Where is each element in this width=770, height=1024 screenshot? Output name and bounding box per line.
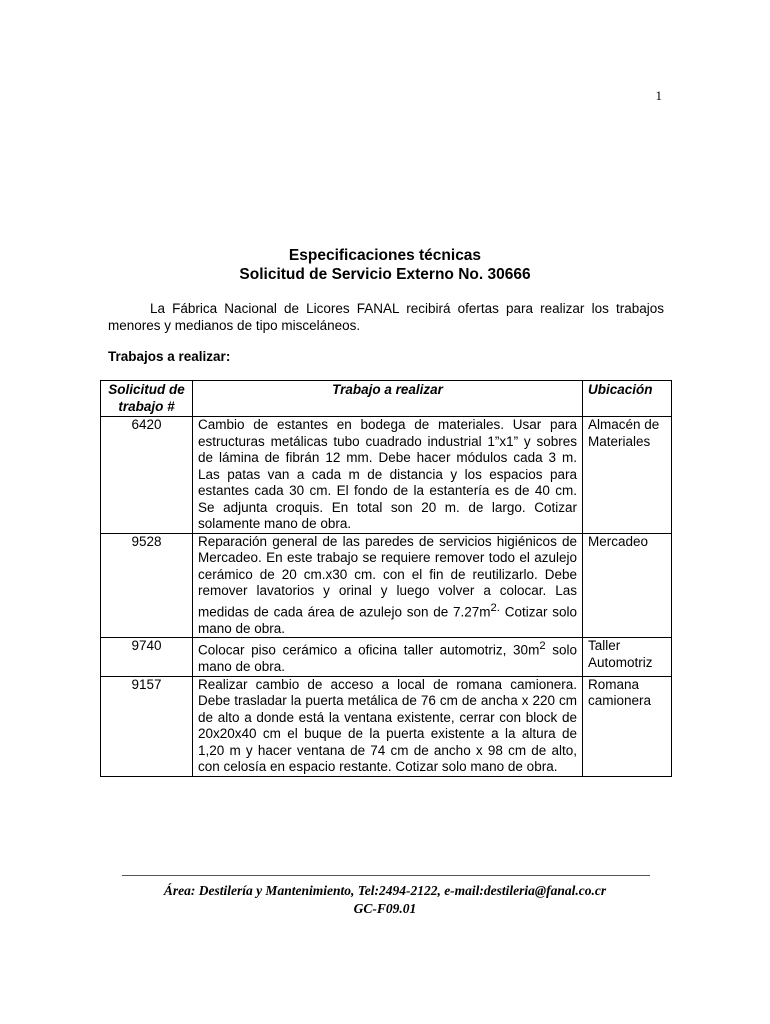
- row-location: Taller Automotriz: [583, 638, 672, 677]
- title-line-1: Especificaciones técnicas: [288, 247, 482, 264]
- row-request-id: 9528: [101, 533, 193, 638]
- footer-form-code: GC-F09.01: [353, 901, 417, 916]
- row-work-description: [193, 638, 583, 677]
- row-request-id: 6420: [101, 417, 193, 534]
- intro-paragraph: [108, 300, 664, 334]
- work-text-tail: solo mano de obra.: [198, 642, 577, 674]
- work-text: Reparación general de las paredes de servicios higiénicos de Mercadeo. En este trabajo se requiere remover todo el azulejo cerámico de 20 cm.x30 cm. con el fin de reutilizarlo. Debe remover lavatorios y orinal y luego volver a colocar. Las medidas de cada área de azulejo son de 7.27m: [198, 533, 577, 619]
- work-table: [100, 380, 672, 777]
- row-work-description: [193, 533, 583, 638]
- footer-contact: Área: Destilería y Mantenimiento, Tel:2494-2122, e-mail:destileria@fanal.co.cr: [163, 883, 607, 898]
- intro-text: La Fábrica Nacional de Licores FANAL recibirá ofertas para realizar los trabajos menores y medianos de tipo misceláneos.: [108, 301, 664, 333]
- title-line-2: Solicitud de Servicio Externo No. 30666: [239, 266, 531, 283]
- section-heading: Trabajos a realizar:: [108, 349, 231, 364]
- table-row: [101, 417, 672, 534]
- work-text-tail: Cotizar solo mano de obra.: [198, 604, 577, 636]
- footer: [0, 882, 770, 918]
- header-location: Ubicación: [583, 381, 672, 417]
- superscript: 2: [539, 640, 546, 652]
- row-request-id: 9157: [101, 676, 193, 776]
- work-text: Colocar piso cerámico a oficina taller automotriz, 30m: [198, 642, 540, 658]
- footer-divider: [122, 875, 650, 876]
- table-row: [101, 676, 672, 776]
- row-work-description: Realizar cambio de acceso a local de romana camionera. Debe trasladar la puerta metálica de 76 cm de ancha x 220 cm de alto a donde está la ventana existente, cerrar con block de 20x20x40 cm el buque de la puerta existente a la altura de 1,20 m y hacer ventana de 74 cm de ancho x 98 cm de alto, con celosía en espacio restante. Cotizar solo mano de obra.: [193, 676, 583, 776]
- header-work: Trabajo a realizar: [193, 381, 583, 417]
- table-header-row: [101, 381, 672, 417]
- page-number: 1: [655, 88, 662, 103]
- table-row: [101, 533, 672, 638]
- row-location: Almacén de Materiales: [583, 417, 672, 534]
- superscript: 2.: [490, 601, 500, 614]
- row-request-id: 9740: [101, 638, 193, 677]
- header-request-id: Solicitud de trabajo #: [101, 381, 193, 417]
- row-location: Mercadeo: [583, 533, 672, 638]
- document-title: [0, 246, 770, 284]
- row-work-description: Cambio de estantes en bodega de materiales. Usar para estructuras metálicas tubo cuadrado industrial 1”x1” y sobres de lámina de fibrán 12 mm. Debe hacer módulos cada 3 m. Las patas van a cada m de distancia y los espacios para estantes cada 30 cm. El fondo de la estantería es de 40 cm. Se adjunta croquis. En total son 20 m. de largo. Cotizar solamente mano de obra.: [193, 417, 583, 534]
- row-location: Romana camionera: [583, 676, 672, 776]
- table-row: [101, 638, 672, 677]
